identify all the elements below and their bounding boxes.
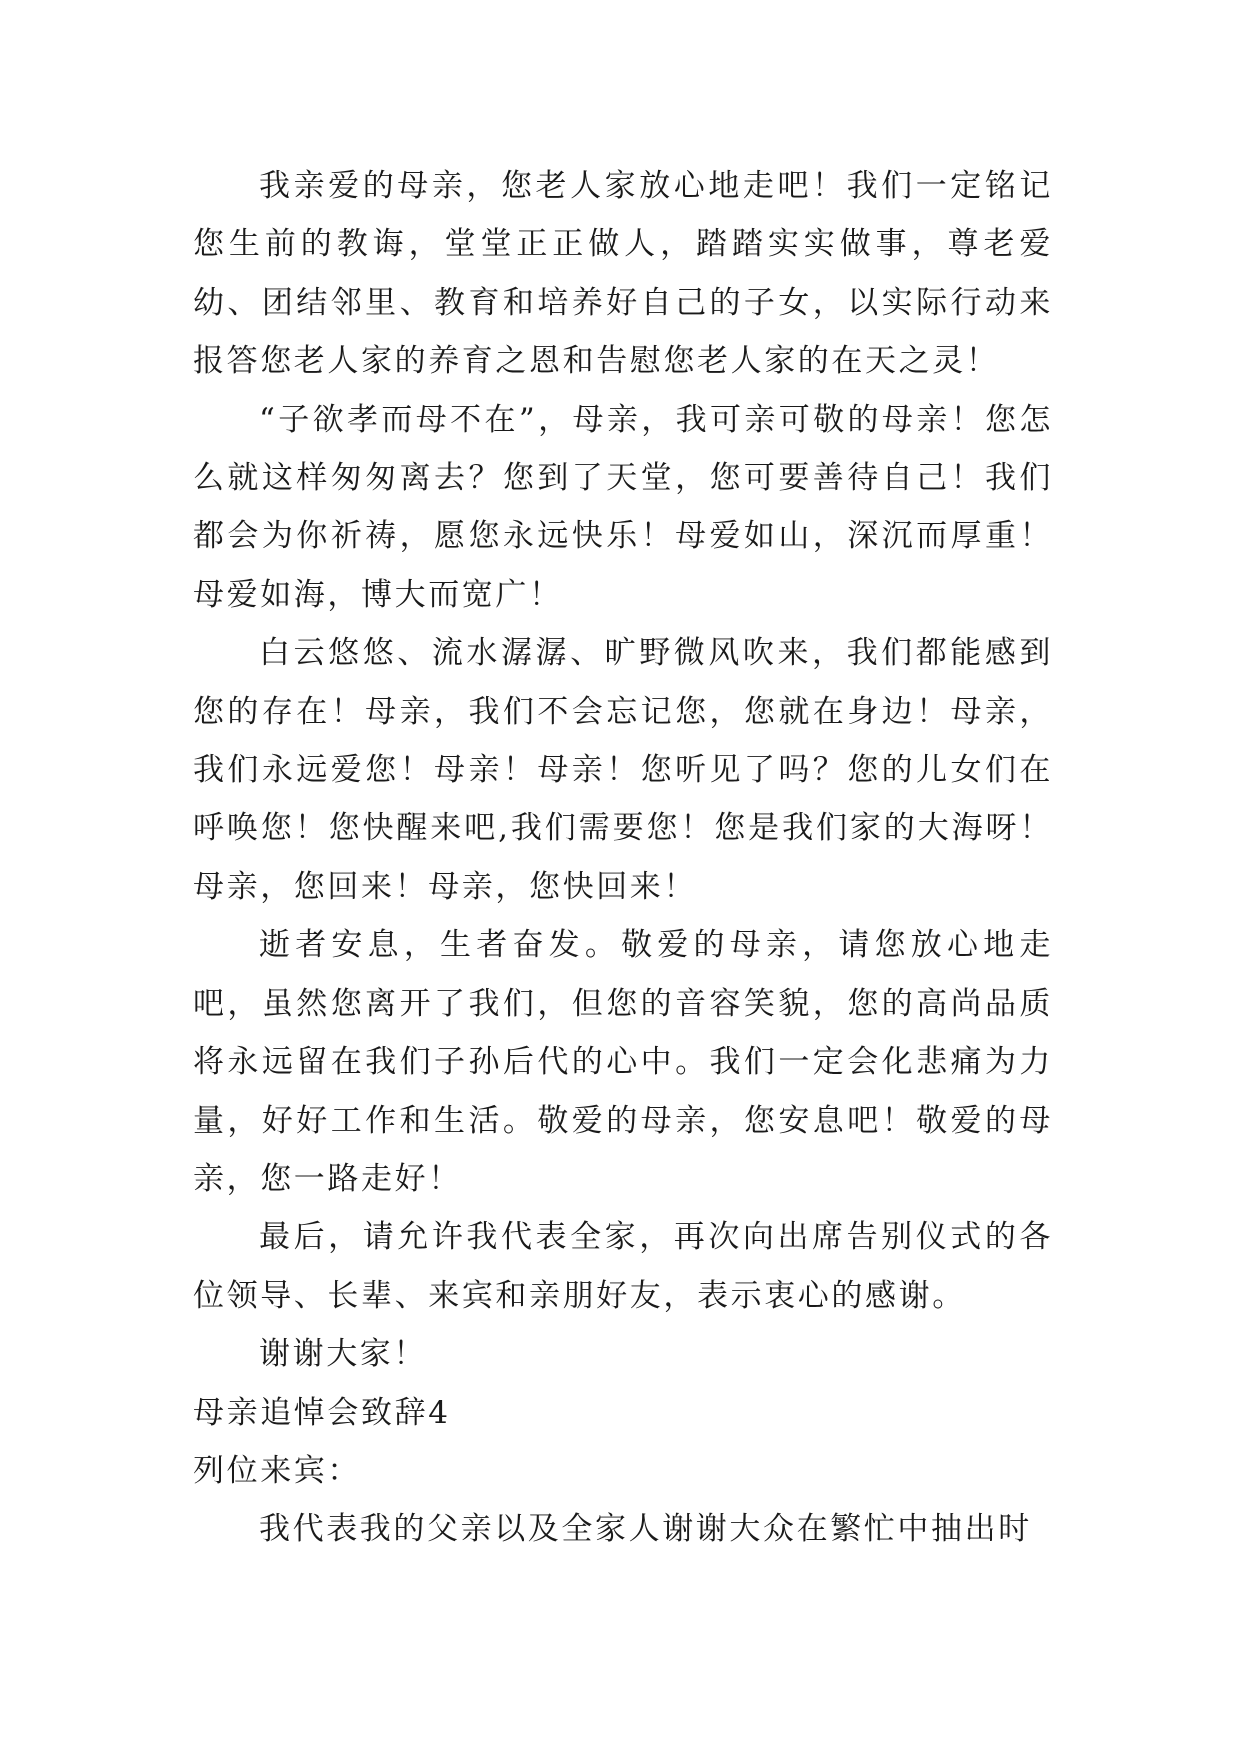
salutation: 列位来宾： <box>193 1452 361 1489</box>
paragraph-thanks-guests: 最后，请允许我代表全家，再次向出席告别仪式的各位领导、长辈、来宾和亲朋好友，表示衷心的感谢。 <box>193 1219 1053 1314</box>
paragraph-filial-piety: “子欲孝而母不在”，母亲，我可亲可敬的母亲！您怎么就这样匆匆离去？您到了天堂，您可要善待自己！我们都会为你祈祷，愿您永远快乐！母爱如山，深沉而厚重！母爱如海，博大而宽广！ <box>193 401 1053 613</box>
document-body <box>193 157 1053 1559</box>
section-title: 母亲追悼会致辞4 <box>193 1394 451 1431</box>
paragraph-rest-in-peace: 逝者安息，生者奋发。敬爱的母亲，请您放心地走吧，虽然您离开了我们，但您的音容笑貌，您的高尚品质将永远留在我们子孙后代的心中。我们一定会化悲痛为力量，好好工作和生活。敬爱的母亲，您安息吧！敬爱的母亲，您一路走好！ <box>193 927 1053 1197</box>
paragraph-thank-you: 谢谢大家！ <box>259 1336 427 1373</box>
paragraph-remembrance: 白云悠悠、流水潺潺、旷野微风吹来，我们都能感到您的存在！母亲，我们不会忘记您，您就在身边！母亲，我们永远爱您！母亲！母亲！您听见了吗？您的儿女们在呼唤您！您快醒来吧,我们需要您！您是我们家的大海呀！母亲，您回来！母亲，您快回来！ <box>193 635 1053 905</box>
paragraph-opening: 我代表我的父亲以及全家人谢谢大众在繁忙中抽出时 <box>259 1511 1032 1548</box>
paragraph-farewell: 我亲爱的母亲，您老人家放心地走吧！我们一定铭记您生前的教诲，堂堂正正做人，踏踏实实做事，尊老爱幼、团结邻里、教育和培养好自己的子女，以实际行动来报答您老人家的养育之恩和告慰您老人家的在天之灵！ <box>193 168 1053 380</box>
